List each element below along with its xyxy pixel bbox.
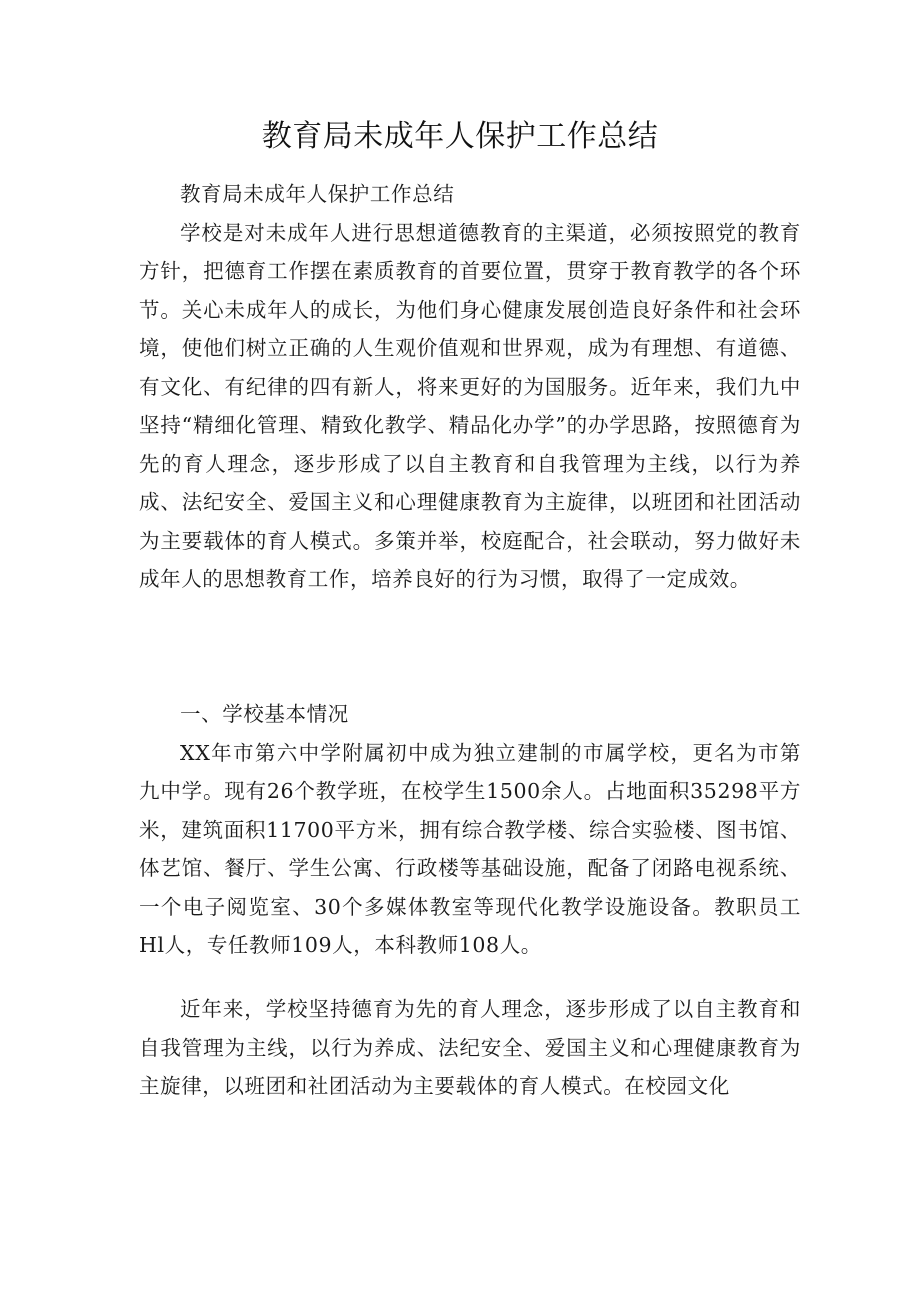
document-body-bottom <box>139 990 801 1106</box>
intro-paragraph: 学校是对未成年人进行思想道德教育的主渠道，必须按照党的教育方针，把德育工作摆在素质教育的首要位置，贯穿于教育教学的各个环节。关心未成年人的成长，为他们身心健康发展创造良好条件和社会环境，使他们树立正确的人生观价值观和世界观，成为有理想、有道德、有文化、有纪律的四有新人，将来更好的为国服务。近年来，我们九中坚持“精细化管理、精致化教学、精品化办学”的办学思路，按照德育为先的育人理念，逐步形成了以自主教育和自我管理为主线，以行为养成、法纪安全、爱国主义和心理健康教育为主旋律，以班团和社团活动为主要载体的育人模式。多策并举，校庭配合，社会联动，努力做好未成年人的思想教育工作，培养良好的行为习惯，取得了一定成效。 <box>139 220 801 591</box>
education-model-paragraph: 近年来，学校坚持德育为先的育人理念，逐步形成了以自主教育和自我管理为主线，以行为养成、法纪安全、爱国主义和心理健康教育为主旋律，以班团和社团活动为主要载体的育人模式。在校园文化 <box>139 997 801 1098</box>
document-title: 教育局未成年人保护工作总结 <box>261 119 659 154</box>
school-info-paragraph: XX年市第六中学附属初中成为独立建制的市属学校，更名为市第九中学。现有26个教学班，在校学生1500余人。占地面积35298平方米，建筑面积11700平方米，拥有综合教学楼、综合实验楼、图书馆、体艺馆、餐厅、学生公寓、行政楼等基础设施，配备了闭路电视系统、一个电子阅览室、30个多媒体教室等现代化教学设施设备。教职员工Hl人，专任教师109人，本科教师108人。 <box>139 740 801 957</box>
subtitle-paragraph: 教育局未成年人保护工作总结 <box>180 182 455 206</box>
document-body-top <box>139 175 801 599</box>
section-heading: 一、学校基本情况 <box>180 702 349 726</box>
document-body-middle <box>139 695 801 965</box>
